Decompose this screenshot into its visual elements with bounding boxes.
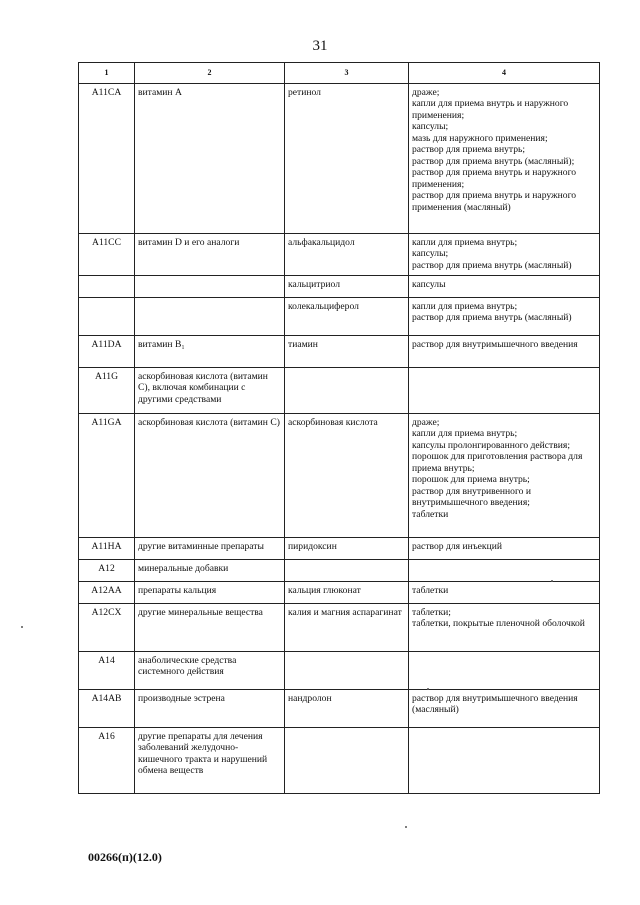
table-row <box>79 651 600 689</box>
substance-cell: кальцитриол <box>285 275 409 297</box>
group-name-cell: другие минеральные вещества <box>135 603 285 651</box>
group-name-cell <box>135 297 285 335</box>
substance-cell: ретинол <box>285 83 409 233</box>
table-row <box>79 559 600 581</box>
atc-code-cell <box>79 297 135 335</box>
group-name-cell: витамин А <box>135 83 285 233</box>
atc-code-cell: A12CX <box>79 603 135 651</box>
table-row <box>79 335 600 367</box>
dosage-forms-cell <box>409 559 600 581</box>
substance-cell: аскорбиновая кислота <box>285 413 409 537</box>
dosage-forms-cell: капли для приема внутрь; раствор для приема внутрь (масляный) <box>409 297 600 335</box>
column-header: 2 <box>135 63 285 84</box>
substance-cell <box>285 727 409 793</box>
page-number: 31 <box>312 38 328 54</box>
atc-code-cell: A14 <box>79 651 135 689</box>
dosage-forms-cell <box>409 367 600 413</box>
dosage-forms-cell: капли для приема внутрь; капсулы; раствор для приема внутрь (масляный) <box>409 233 600 275</box>
table-row <box>79 581 600 603</box>
group-name-cell: другие препараты для лечения заболеваний желудочно-кишечного тракта и нарушений обмена веществ <box>135 727 285 793</box>
table-header-row <box>79 63 600 84</box>
table-row <box>79 83 600 233</box>
atc-code-cell: A11HA <box>79 537 135 559</box>
group-name-cell: минеральные добавки <box>135 559 285 581</box>
substance-cell: нандролон <box>285 689 409 727</box>
substance-cell: альфакальцидол <box>285 233 409 275</box>
table-row <box>79 275 600 297</box>
table-row <box>79 603 600 651</box>
dosage-forms-cell: раствор для внутримышечного введения <box>409 335 600 367</box>
dosage-forms-cell: драже; капли для приема внутрь и наружного применения; капсулы; мазь для наружного применения; раствор для приема внутрь; раствор для приема внутрь (масляный); раствор для приема внутрь и наружного применения; раствор для приема внутрь и наружного применения (масляный) <box>409 83 600 233</box>
drug-table <box>78 62 600 794</box>
atc-code-cell: A11G <box>79 367 135 413</box>
table-row <box>79 297 600 335</box>
group-name-cell: другие витаминные препараты <box>135 537 285 559</box>
group-name-cell: анаболические средства системного действия <box>135 651 285 689</box>
atc-code-cell: A11CC <box>79 233 135 275</box>
table-row <box>79 233 600 275</box>
table-row <box>79 413 600 537</box>
table-row <box>79 689 600 727</box>
column-header: 4 <box>409 63 600 84</box>
atc-code-cell: A16 <box>79 727 135 793</box>
group-name-cell: аскорбиновая кислота (витамин С) <box>135 413 285 537</box>
group-name-cell: аскорбиновая кислота (витамин С), включая комбинации с другими средствами <box>135 367 285 413</box>
table-row <box>79 367 600 413</box>
dosage-forms-cell <box>409 727 600 793</box>
dosage-forms-cell: таблетки <box>409 581 600 603</box>
group-name-cell: производные эстрена <box>135 689 285 727</box>
column-header: 3 <box>285 63 409 84</box>
table-row <box>79 727 600 793</box>
dosage-forms-cell: раствор для инъекций <box>409 537 600 559</box>
substance-cell: кальция глюконат <box>285 581 409 603</box>
group-name-cell: витамин В₁ <box>135 335 285 367</box>
atc-code-cell: A14AB <box>79 689 135 727</box>
footer-code: 00266(п)(12.0) <box>88 850 162 864</box>
group-name-cell: витамин D и его аналоги <box>135 233 285 275</box>
atc-code-cell: A11DA <box>79 335 135 367</box>
atc-code-cell: A11CA <box>79 83 135 233</box>
atc-code-cell: A11GA <box>79 413 135 537</box>
table-row <box>79 537 600 559</box>
atc-code-cell: A12AA <box>79 581 135 603</box>
column-header: 1 <box>79 63 135 84</box>
dosage-forms-cell: таблетки; таблетки, покрытые пленочной оболочкой <box>409 603 600 651</box>
substance-cell: калия и магния аспарагинат <box>285 603 409 651</box>
dosage-forms-cell: драже; капли для приема внутрь; капсулы пролонгированного действия; порошок для приготовления раствора для приема внутрь; порошок для приема внутрь; раствор для внутривенного и внутримышечного введения; таблетки <box>409 413 600 537</box>
group-name-cell: препараты кальция <box>135 581 285 603</box>
atc-code-cell <box>79 275 135 297</box>
group-name-cell <box>135 275 285 297</box>
substance-cell: колекальциферол <box>285 297 409 335</box>
atc-code-cell: A12 <box>79 559 135 581</box>
substance-cell: тиамин <box>285 335 409 367</box>
dosage-forms-cell: капсулы <box>409 275 600 297</box>
substance-cell <box>285 651 409 689</box>
substance-cell <box>285 367 409 413</box>
dosage-forms-cell: раствор для внутримышечного введения (масляный) <box>409 689 600 727</box>
substance-cell: пиридоксин <box>285 537 409 559</box>
dosage-forms-cell <box>409 651 600 689</box>
substance-cell <box>285 559 409 581</box>
